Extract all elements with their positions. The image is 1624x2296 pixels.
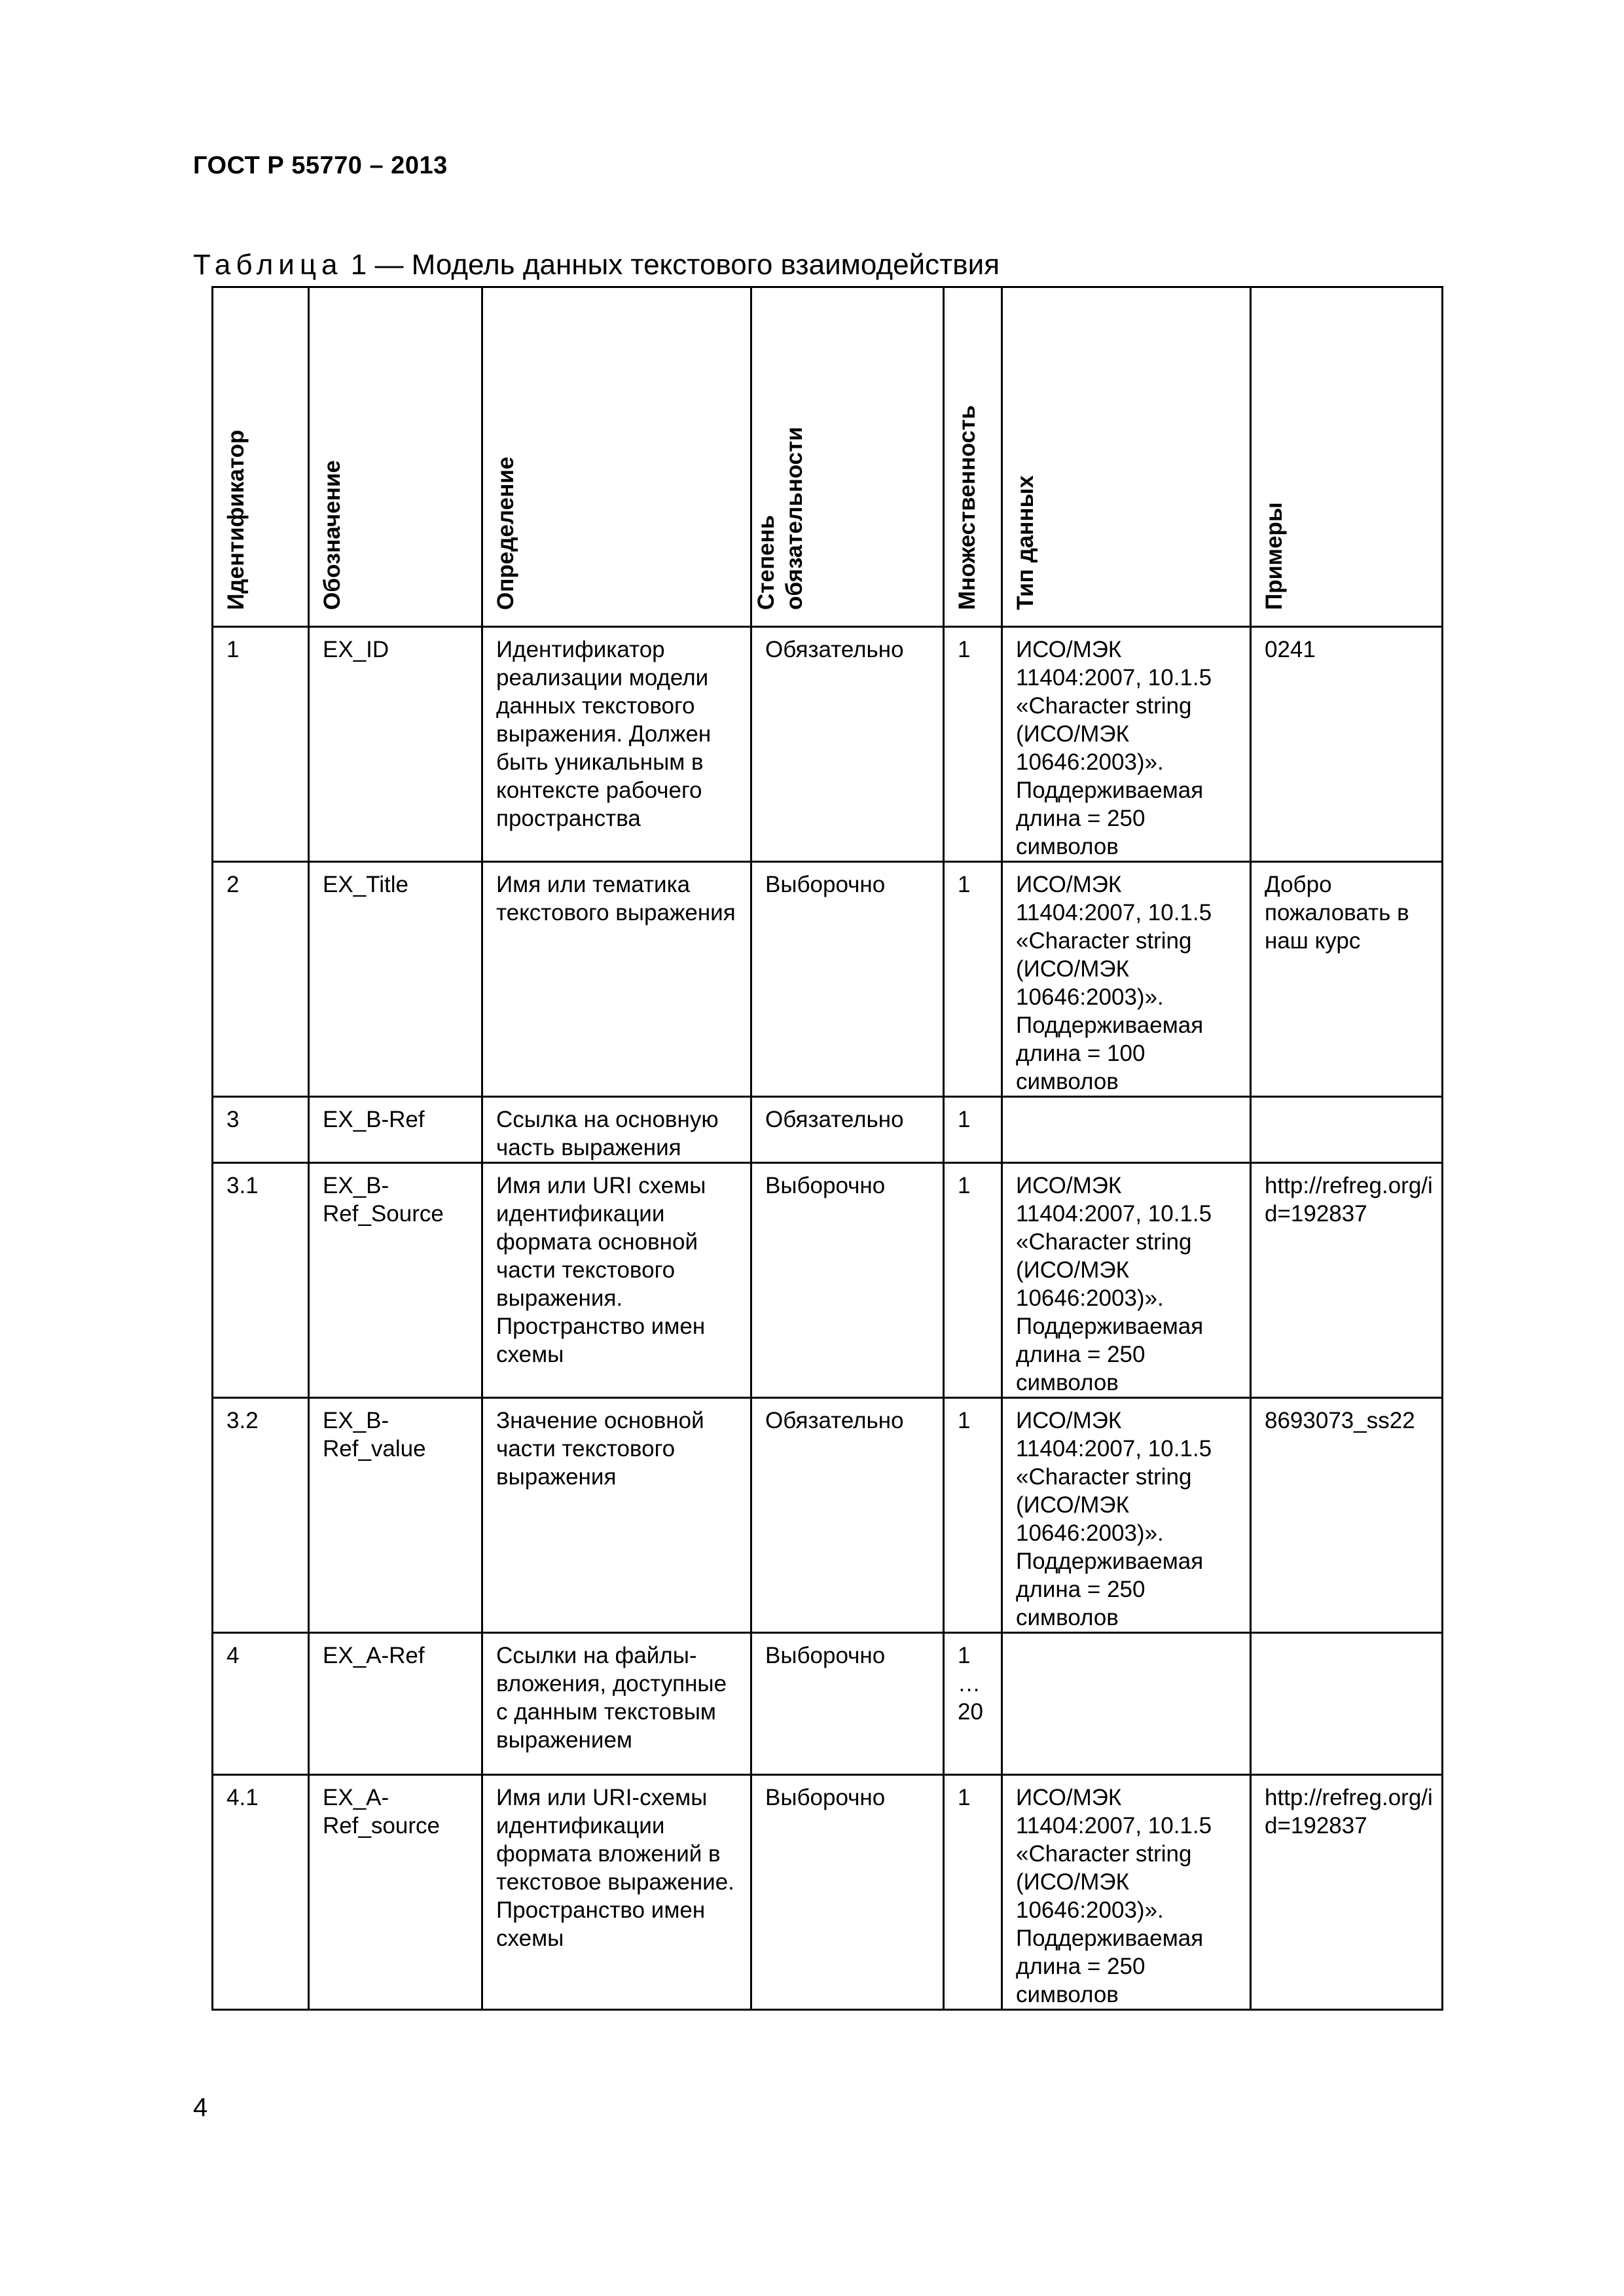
cell-id: 2 — [213, 862, 309, 1097]
cell-datatype — [1002, 1097, 1251, 1163]
page-number: 4 — [193, 2093, 208, 2122]
data-model-table — [211, 286, 1443, 2011]
table-caption — [193, 249, 1000, 281]
table-row — [213, 1775, 1443, 2010]
table-caption-label: Таблица — [193, 249, 343, 281]
cell-name: EX_B-Ref_value — [309, 1398, 482, 1633]
cell-definition: Имя или URI схемы идентификации формата основной части текстового выражения. Пространство имен схемы — [482, 1163, 751, 1398]
cell-obligation: Выборочно — [751, 1163, 944, 1398]
table-row — [213, 1633, 1443, 1775]
cell-name: EX_B-Ref — [309, 1097, 482, 1163]
cell-multiplicity: 1 — [944, 1398, 1002, 1633]
cell-name: EX_Title — [309, 862, 482, 1097]
cell-example — [1251, 1633, 1443, 1775]
table-caption-title: 1 — Модель данных текстового взаимодействия — [342, 249, 1000, 281]
cell-name: EX_B-Ref_Source — [309, 1163, 482, 1398]
cell-definition: Идентификатор реализации модели данных текстового выражения. Должен быть уникальным в контексте рабочего пространства — [482, 627, 751, 862]
cell-definition: Имя или тематика текстового выражения — [482, 862, 751, 1097]
cell-name: EX_A-Ref — [309, 1633, 482, 1775]
cell-multiplicity: 1…20 — [944, 1633, 1002, 1775]
cell-definition: Значение основной части текстового выражения — [482, 1398, 751, 1633]
column-header-multiplicity: Множественность — [944, 287, 1002, 627]
cell-obligation: Обязательно — [751, 1398, 944, 1633]
cell-multiplicity: 1 — [944, 862, 1002, 1097]
cell-obligation: Выборочно — [751, 862, 944, 1097]
cell-datatype: ИСО/МЭК 11404:2007, 10.1.5 «Character string (ИСО/МЭК 10646:2003)». Поддерживаемая длина = 250 символов — [1002, 1398, 1251, 1633]
table-row — [213, 1097, 1443, 1163]
column-header-examples: Примеры — [1251, 287, 1443, 627]
standard-designation: ГОСТ Р 55770 – 2013 — [193, 152, 448, 179]
cell-multiplicity: 1 — [944, 1163, 1002, 1398]
cell-multiplicity: 1 — [944, 1097, 1002, 1163]
column-header-datatype: Тип данных — [1002, 287, 1251, 627]
cell-name: EX_ID — [309, 627, 482, 862]
cell-example: http://refreg.org/id=192837 — [1251, 1775, 1443, 2010]
column-header-name: Обозначение — [309, 287, 482, 627]
table-header-row — [213, 287, 1443, 627]
cell-multiplicity: 1 — [944, 627, 1002, 862]
cell-datatype: ИСО/МЭК 11404:2007, 10.1.5 «Character string (ИСО/МЭК 10646:2003)». Поддерживаемая длина = 250 символов — [1002, 1775, 1251, 2010]
cell-example: Добро пожаловать в наш курс — [1251, 862, 1443, 1097]
cell-datatype — [1002, 1633, 1251, 1775]
cell-id: 4.1 — [213, 1775, 309, 2010]
cell-id: 3.2 — [213, 1398, 309, 1633]
cell-obligation: Выборочно — [751, 1633, 944, 1775]
cell-id: 4 — [213, 1633, 309, 1775]
cell-definition: Ссылки на файлы-вложения, доступные с данным текстовым выражением — [482, 1633, 751, 1775]
cell-datatype: ИСО/МЭК 11404:2007, 10.1.5 «Character string (ИСО/МЭК 10646:2003)». Поддерживаемая длина = 100 символов — [1002, 862, 1251, 1097]
cell-name: EX_A-Ref_source — [309, 1775, 482, 2010]
cell-example: 8693073_ss22 — [1251, 1398, 1443, 1633]
cell-multiplicity: 1 — [944, 1775, 1002, 2010]
cell-example: 0241 — [1251, 627, 1443, 862]
cell-definition: Имя или URI-схемы идентификации формата вложений в текстовое выражение. Пространство имен схемы — [482, 1775, 751, 2010]
table-row — [213, 1163, 1443, 1398]
cell-id: 1 — [213, 627, 309, 862]
cell-definition: Ссылка на основную часть выражения — [482, 1097, 751, 1163]
column-header-definition: Определение — [482, 287, 751, 627]
table-row — [213, 1398, 1443, 1633]
cell-obligation: Обязательно — [751, 627, 944, 862]
column-header-obligation: Степень обязательности — [751, 287, 944, 627]
cell-datatype: ИСО/МЭК 11404:2007, 10.1.5 «Character string (ИСО/МЭК 10646:2003)». Поддерживаемая длина = 250 символов — [1002, 1163, 1251, 1398]
cell-example: http://refreg.org/id=192837 — [1251, 1163, 1443, 1398]
cell-obligation: Выборочно — [751, 1775, 944, 2010]
cell-datatype: ИСО/МЭК 11404:2007, 10.1.5 «Character string (ИСО/МЭК 10646:2003)». Поддерживаемая длина = 250 символов — [1002, 627, 1251, 862]
table-row — [213, 862, 1443, 1097]
table-row — [213, 627, 1443, 862]
cell-id: 3 — [213, 1097, 309, 1163]
cell-obligation: Обязательно — [751, 1097, 944, 1163]
cell-id: 3.1 — [213, 1163, 309, 1398]
column-header-id: Идентификатор — [213, 287, 309, 627]
cell-example — [1251, 1097, 1443, 1163]
